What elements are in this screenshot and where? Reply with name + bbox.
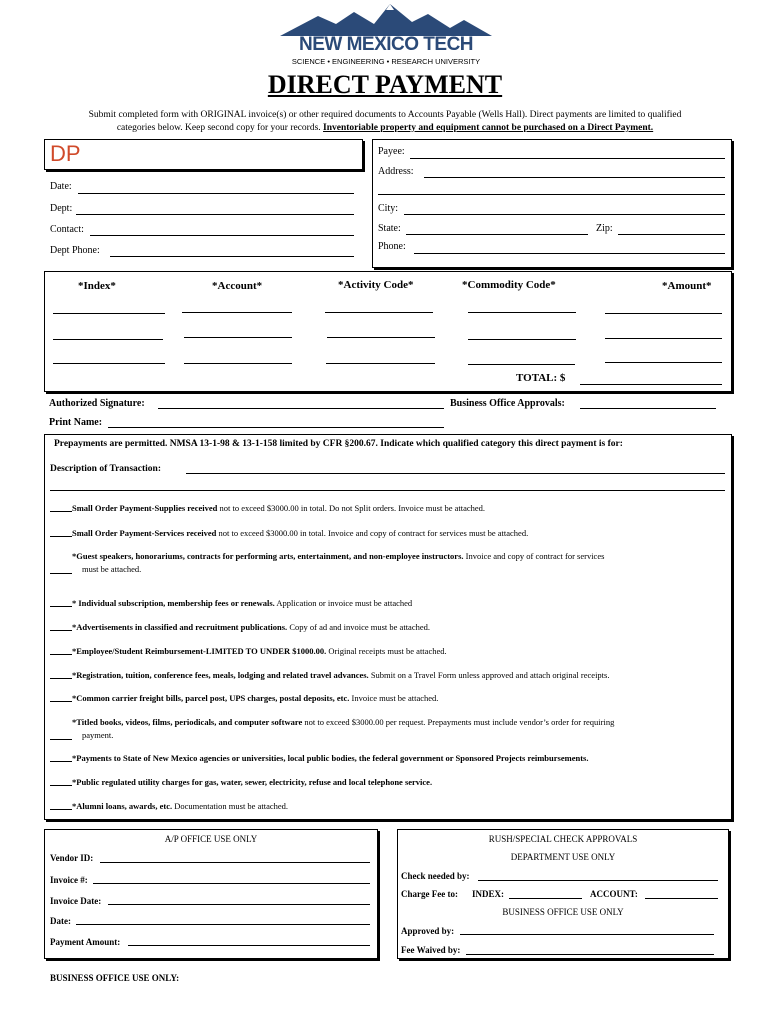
address-field-2[interactable] bbox=[378, 194, 725, 195]
category-item-title: *Payments to State of New Mexico agencies or universities, local public bodies, the federal government or Sponsored Projects reimbursements. bbox=[72, 753, 589, 763]
category-checkbox[interactable] bbox=[50, 654, 72, 655]
category-item-title: *Titled books, videos, films, periodicals, and computer software bbox=[72, 717, 303, 727]
vendor-id-label: Vendor ID: bbox=[50, 853, 94, 863]
rush-account-field[interactable] bbox=[645, 898, 718, 899]
address-label: Address: bbox=[378, 166, 414, 177]
col-commodity-code: *Commodity Code* bbox=[462, 279, 556, 291]
index-row-2[interactable] bbox=[53, 339, 163, 340]
payee-field[interactable] bbox=[410, 158, 725, 159]
payment-amount-field[interactable] bbox=[128, 945, 370, 946]
category-item bbox=[72, 621, 430, 634]
category-checkbox[interactable] bbox=[50, 573, 72, 574]
category-item-detail: Invoice and copy of contract for services bbox=[463, 551, 605, 561]
contact-label: Contact: bbox=[50, 224, 84, 235]
category-item-title: *Registration, tuition, conference fees, meals, lodging and related travel advances. bbox=[72, 670, 369, 680]
category-item-detail: Documentation must be attached. bbox=[172, 801, 289, 811]
category-item bbox=[72, 527, 528, 540]
category-checkbox[interactable] bbox=[50, 739, 72, 740]
date-label: Date: bbox=[50, 181, 72, 192]
dp-mark: DP bbox=[50, 141, 81, 166]
category-item-title: *Advertisements in classified and recruitment publications. bbox=[72, 622, 288, 632]
category-item bbox=[72, 645, 447, 658]
ap-date-label: Date: bbox=[50, 916, 71, 926]
category-item bbox=[72, 550, 604, 576]
category-item-title: Small Order Payment-Supplies received bbox=[72, 503, 218, 513]
category-item-title: * Individual subscription, membership fees or renewals. bbox=[72, 598, 275, 608]
total-label: TOTAL: $ bbox=[516, 372, 566, 384]
amount-row-1[interactable] bbox=[605, 313, 722, 314]
invoice-number-label: Invoice #: bbox=[50, 875, 88, 885]
category-checkbox[interactable] bbox=[50, 761, 72, 762]
description-label: Description of Transaction: bbox=[50, 464, 162, 474]
category-item bbox=[72, 800, 288, 813]
vendor-id-field[interactable] bbox=[100, 862, 370, 863]
category-item-detail: Invoice must be attached. bbox=[349, 693, 439, 703]
category-item-title: *Public regulated utility charges for gas, water, sewer, electricity, refuse and local telephone service. bbox=[72, 777, 433, 787]
footer-business-office: BUSINESS OFFICE USE ONLY: bbox=[50, 973, 180, 983]
approved-by-label: Approved by: bbox=[401, 926, 455, 936]
category-item-detail: not to exceed $3000.00 per request. Prepayments must include vendor’s order for requiring bbox=[302, 717, 615, 727]
city-label: City: bbox=[378, 203, 399, 214]
account-row-2[interactable] bbox=[184, 337, 292, 338]
category-checkbox[interactable] bbox=[50, 785, 72, 786]
rush-title: RUSH/SPECIAL CHECK APPROVALS bbox=[488, 834, 638, 844]
category-checkbox[interactable] bbox=[50, 630, 72, 631]
category-item bbox=[72, 776, 432, 789]
category-checkbox[interactable] bbox=[50, 678, 72, 679]
phone-label: Phone: bbox=[378, 241, 406, 252]
invoice-date-field[interactable] bbox=[108, 904, 370, 905]
category-item-detail: not to exceed $3000.00 in total. Invoice and copy of contract for services must be attached. bbox=[216, 528, 529, 538]
rush-index-field[interactable] bbox=[509, 898, 582, 899]
category-item-detail: Original receipts must be attached. bbox=[326, 646, 447, 656]
intro-line2-a: categories below. Keep second copy for your records. bbox=[116, 123, 324, 133]
col-amount: *Amount* bbox=[662, 280, 712, 292]
category-checkbox[interactable] bbox=[50, 511, 72, 512]
account-row-3[interactable] bbox=[184, 363, 292, 364]
category-item-detail: not to exceed $3000.00 in total. Do not Split orders. Invoice must be attached. bbox=[217, 503, 486, 513]
logo-name: NEW MEXICO TECH bbox=[298, 34, 474, 55]
category-item-continued: payment. bbox=[82, 730, 114, 740]
activity-row-2[interactable] bbox=[327, 337, 435, 338]
logo-tagline: SCIENCE • ENGINEERING • RESEARCH UNIVERSITY bbox=[291, 57, 481, 66]
category-checkbox[interactable] bbox=[50, 701, 72, 702]
col-activity-code: *Activity Code* bbox=[338, 279, 414, 291]
payment-amount-label: Payment Amount: bbox=[50, 937, 121, 947]
approved-by-field[interactable] bbox=[460, 934, 714, 935]
ap-office-title: A/P OFFICE USE ONLY bbox=[164, 834, 258, 844]
authorized-signature-label: Authorized Signature: bbox=[49, 398, 145, 409]
commodity-row-3[interactable] bbox=[468, 364, 575, 365]
print-name-field[interactable] bbox=[108, 427, 444, 428]
description-field-2[interactable] bbox=[50, 490, 725, 491]
fee-waived-field[interactable] bbox=[466, 954, 714, 955]
category-item-detail: Submit on a Travel Form unless approved and attach original receipts. bbox=[368, 670, 610, 680]
logo bbox=[278, 2, 494, 68]
date-field[interactable] bbox=[78, 193, 354, 194]
category-item-title: *Employee/Student Reimbursement-LIMITED TO UNDER $1000.00. bbox=[72, 646, 327, 656]
category-item bbox=[72, 692, 438, 705]
dept-phone-field[interactable] bbox=[110, 256, 354, 257]
description-field[interactable] bbox=[186, 473, 725, 474]
check-needed-label: Check needed by: bbox=[401, 871, 470, 881]
charge-fee-label: Charge Fee to: bbox=[401, 889, 458, 899]
rush-index-label: INDEX: bbox=[472, 889, 505, 899]
business-office-approvals-label: Business Office Approvals: bbox=[450, 398, 565, 409]
contact-field[interactable] bbox=[90, 235, 354, 236]
business-office-use-only: BUSINESS OFFICE USE ONLY bbox=[502, 907, 624, 917]
category-item bbox=[72, 669, 609, 682]
commodity-row-1[interactable] bbox=[468, 312, 576, 313]
category-item-title: Small Order Payment-Services received bbox=[72, 528, 217, 538]
activity-row-3[interactable] bbox=[326, 363, 435, 364]
category-checkbox[interactable] bbox=[50, 536, 72, 537]
category-item-detail: Application or invoice must be attached bbox=[274, 598, 413, 608]
business-office-approvals-field[interactable] bbox=[580, 408, 716, 409]
dept-label: Dept: bbox=[50, 203, 73, 214]
activity-row-1[interactable] bbox=[325, 312, 433, 313]
state-field[interactable] bbox=[406, 234, 588, 235]
invoice-number-field[interactable] bbox=[93, 883, 370, 884]
category-item-title: *Guest speakers, honorariums, contracts for performing arts, entertainment, and non-employee instructors. bbox=[72, 551, 464, 561]
invoice-date-label: Invoice Date: bbox=[50, 896, 102, 906]
intro-line1: Submit completed form with ORIGINAL invoice(s) or other required documents to Accounts Payable (Wells Hall). Direct payments are limited to qualified bbox=[88, 110, 682, 120]
category-item bbox=[72, 597, 412, 610]
mountains-icon bbox=[278, 2, 494, 38]
index-row-1[interactable] bbox=[53, 313, 165, 314]
category-checkbox[interactable] bbox=[50, 809, 72, 810]
payee-label: Payee: bbox=[378, 146, 405, 157]
total-field[interactable] bbox=[580, 384, 722, 385]
city-field[interactable] bbox=[404, 214, 725, 215]
intro-warning: Inventoriable property and equipment cannot be purchased on a Direct Payment. bbox=[323, 123, 654, 133]
zip-label: Zip: bbox=[596, 223, 613, 234]
rush-account-label: ACCOUNT: bbox=[590, 889, 638, 899]
ap-date-field[interactable] bbox=[76, 924, 370, 925]
category-item bbox=[72, 752, 588, 765]
category-item-continued: must be attached. bbox=[82, 564, 142, 574]
prepay-header: Prepayments are permitted. NMSA 13-1-98 & 13-1-158 limited by CFR §200.67. Indicate which qualified category this direct payment is for: bbox=[54, 439, 623, 449]
category-item bbox=[72, 502, 485, 515]
category-checkbox[interactable] bbox=[50, 606, 72, 607]
fee-waived-label: Fee Waived by: bbox=[401, 945, 461, 955]
intro-line2 bbox=[30, 122, 740, 135]
check-needed-field[interactable] bbox=[478, 880, 718, 881]
col-index: *Index* bbox=[78, 280, 116, 292]
dp-box bbox=[44, 139, 363, 170]
category-item-title: *Common carrier freight bills, parcel post, UPS charges, postal deposits, etc. bbox=[72, 693, 350, 703]
department-use-only: DEPARTMENT USE ONLY bbox=[510, 852, 616, 862]
authorized-signature-field[interactable] bbox=[158, 408, 444, 409]
index-row-3[interactable] bbox=[53, 363, 165, 364]
account-row-1[interactable] bbox=[182, 312, 292, 313]
phone-field[interactable] bbox=[414, 253, 725, 254]
category-item bbox=[72, 716, 614, 742]
commodity-row-2[interactable] bbox=[468, 339, 576, 340]
dept-phone-label: Dept Phone: bbox=[50, 245, 100, 256]
page-title: DIRECT PAYMENT bbox=[267, 70, 503, 99]
amount-row-3[interactable] bbox=[605, 362, 722, 363]
category-item-title: *Alumni loans, awards, etc. bbox=[72, 801, 173, 811]
address-field[interactable] bbox=[424, 177, 725, 178]
amount-row-2[interactable] bbox=[605, 338, 722, 339]
print-name-label: Print Name: bbox=[49, 417, 103, 428]
col-account: *Account* bbox=[212, 280, 263, 292]
category-item-detail: Copy of ad and invoice must be attached. bbox=[287, 622, 430, 632]
dept-field[interactable] bbox=[76, 214, 354, 215]
intro-text bbox=[30, 109, 740, 135]
state-label: State: bbox=[378, 223, 401, 234]
zip-field[interactable] bbox=[618, 234, 725, 235]
